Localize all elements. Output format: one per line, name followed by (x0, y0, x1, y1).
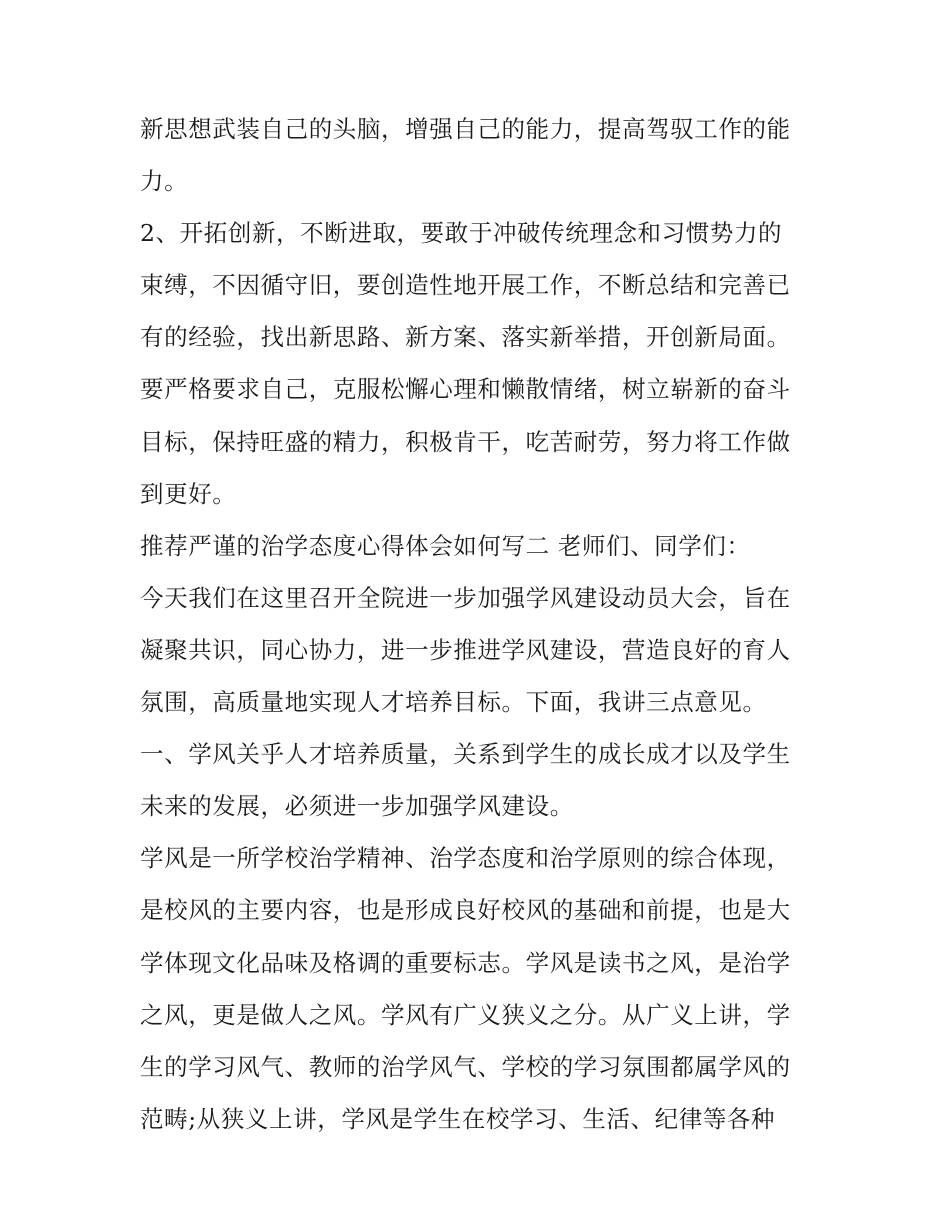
text-line: 今天我们在这里召开全院进一步加强学风建设动员大会，旨在 (140, 583, 791, 612)
text-line: 要严格要求自己，克服松懈心理和懒散情绪，树立崭新的奋斗 (140, 375, 791, 404)
text-line: 有的经验，找出新思路、新方案、落实新举措，开创新局面。 (140, 323, 791, 352)
text-line: 氛围，高质量地实现人才培养目标。下面，我讲三点意见。 (140, 688, 767, 717)
heading-line: 推荐严谨的治学态度心得体会如何写二 老师们、同学们： (140, 531, 751, 560)
text-line: 学风是一所学校治学精神、治学态度和治学原则的综合体现， (140, 844, 791, 873)
text-line: 新思想武装自己的头脑，增强自己的能力，提高驾驭工作的能 (140, 115, 791, 143)
text-line: 2、开拓创新，不断进取，要敢于冲破传统理念和习惯势力的 (140, 219, 783, 248)
text-line: 生的学习风气、教师的治学风气、学校的学习氛围都属学风的 (140, 1052, 791, 1081)
text-line: 学体现文化品味及格调的重要标志。学风是读书之风，是治学 (140, 948, 791, 977)
text-line: 束缚，不因循守旧，要创造性地开展工作，不断总结和完善已 (140, 271, 791, 300)
text-line: 力。 (140, 167, 189, 196)
text-line: 是校风的主要内容，也是形成良好校风的基础和前提，也是大 (140, 896, 791, 925)
text-line: 到更好。 (140, 479, 237, 508)
text-line: 之风，更是做人之风。学风有广义狭义之分。从广义上讲，学 (140, 1000, 791, 1029)
document-body (140, 103, 820, 1145)
text-line: 范畴;从狭义上讲，学风是学生在校学习、生活、纪律等各种 (140, 1104, 776, 1133)
section-heading-line: 一、学风关乎人才培养质量，关系到学生的成长成才以及学生 (140, 740, 791, 769)
section-heading-line: 未来的发展，必须进一步加强学风建设。 (140, 792, 574, 821)
text-line: 目标，保持旺盛的精力，积极肯干，吃苦耐劳，努力将工作做 (140, 427, 791, 456)
text-line: 凝聚共识，同心协力，进一步推进学风建设，营造良好的育人 (140, 635, 791, 664)
